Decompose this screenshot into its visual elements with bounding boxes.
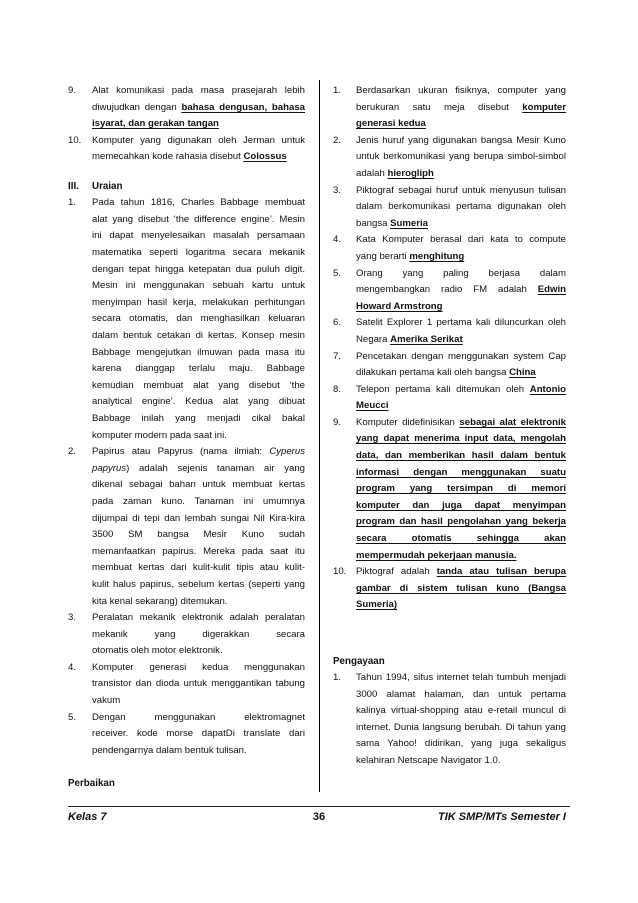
- text-line: [92, 627, 305, 644]
- text-line: [356, 282, 566, 299]
- text-segment: ) adalah sejenis tanaman air yang: [126, 462, 305, 474]
- answer-text: sebagai alat elektronik: [459, 416, 566, 428]
- answer-text: hierogliph: [387, 167, 434, 179]
- text-segment: matematika seperti logaritma secara mekanik: [92, 247, 305, 259]
- text-line: [92, 245, 305, 262]
- list-item: [333, 133, 566, 183]
- text-line: [92, 660, 305, 677]
- text-segment: menyimpan hasil kerja, melakukan perhitungan: [92, 296, 305, 308]
- section-heading-pengayaan: Pengayaan: [333, 655, 385, 667]
- answer-text: Meucci: [356, 400, 389, 412]
- answer-text: yang dapat menerima input data, mengolah: [356, 433, 566, 445]
- text-line: [356, 315, 566, 332]
- list-item: [68, 710, 305, 760]
- text-line: [92, 228, 305, 245]
- text-line: [356, 670, 566, 687]
- text-line: [92, 295, 305, 312]
- text-line: [356, 365, 566, 382]
- right-column: [333, 83, 566, 770]
- text-segment: adalah: [356, 167, 388, 179]
- list-item: [333, 183, 566, 233]
- text-line: [356, 232, 566, 249]
- answer-text: Sumeria): [356, 599, 398, 611]
- list-item: [333, 266, 566, 316]
- text-line: [356, 166, 566, 183]
- text-segment: dalam bentuk cetakan di kertas. Konsep mesin: [92, 330, 305, 341]
- answer-text: program yang tersimpan di memori: [356, 483, 566, 495]
- item-text: [92, 195, 305, 444]
- text-line: [92, 743, 305, 760]
- text-line: [356, 382, 566, 399]
- text-line: [92, 577, 305, 594]
- item-number: 3.: [333, 184, 342, 196]
- list-item: [68, 444, 305, 610]
- text-segment: Babbage mengejutkan ilmuwan pada masa itu: [92, 346, 305, 358]
- text-line: [92, 560, 305, 577]
- text-line: [92, 544, 305, 561]
- text-line: [356, 349, 566, 366]
- list-item: [333, 349, 566, 382]
- item-text: [356, 133, 566, 183]
- text-segment: kelahiran Netscape Navigator 1.0.: [356, 755, 501, 767]
- text-segment: Negara: [356, 333, 391, 345]
- text-segment: kulit halus papirus, sebelum kertas (seperti yang: [92, 578, 305, 590]
- text-segment: yang berarti: [356, 250, 410, 262]
- item-number: 5.: [333, 267, 342, 279]
- text-line: [356, 753, 566, 770]
- text-line: [356, 564, 566, 581]
- item-number: 4.: [333, 234, 342, 246]
- text-segment: Peralatan mekanik elektronik adalah peralatan: [92, 612, 305, 624]
- text-line: [356, 431, 566, 448]
- item-number: 2.: [68, 446, 77, 458]
- list-item: [333, 315, 566, 348]
- text-line: [356, 299, 566, 316]
- section-number: III.: [68, 180, 79, 192]
- text-segment: membuat kertas dari kulit-kulit tipis atau kulit-: [92, 562, 305, 574]
- text-line: [356, 332, 566, 349]
- item-text: [92, 710, 305, 760]
- item-text: [356, 670, 566, 770]
- text-line: [356, 199, 566, 216]
- footer-class-label: Kelas 7: [68, 811, 107, 823]
- answer-text: komputer dan juga dapat menyimpan: [356, 499, 566, 511]
- answer-text: mempermudah pekerjaan manusia.: [356, 549, 517, 561]
- item-number: 9.: [68, 85, 77, 96]
- footer-rule: [68, 806, 570, 807]
- text-segment: Babbage inilah yang menjadi cikal bakal: [92, 412, 305, 424]
- item-text: [356, 266, 566, 316]
- short-answer-list: [333, 83, 566, 614]
- answer-text: Antonio: [529, 383, 566, 395]
- text-line: [92, 195, 305, 212]
- answer-text: program dan hasil pengolahan yang bekerja: [356, 516, 566, 528]
- text-line: [92, 610, 305, 627]
- text-line: [356, 266, 566, 283]
- text-segment: Papirus atau Papyrus (nama ilmiah:: [92, 446, 270, 458]
- item-number: 9.: [333, 416, 342, 428]
- text-segment: analytical engine’. Kedua alat yang dibuat: [92, 396, 305, 408]
- text-segment: Piktograf adalah: [356, 566, 437, 578]
- section-heading-perbaikan: Perbaikan: [68, 778, 115, 790]
- text-line: [92, 328, 305, 345]
- text-segment: untuk berkomunikasi yang berupa simbol-simbol: [356, 151, 566, 163]
- answer-text: data, dan memberikan hasil dalam bentuk: [356, 450, 566, 462]
- item-number: 3.: [68, 612, 77, 624]
- text-line: [356, 703, 566, 720]
- text-line: [92, 411, 305, 428]
- text-segment: 3500 SM bangsa Mesir Kuno sudah: [92, 529, 305, 541]
- text-segment: kalinya virtual-shopping atau e-retail muncul di: [356, 705, 566, 717]
- text-line: [356, 581, 566, 598]
- answer-text: gambar di sistem tulisan kuno (Bangsa: [356, 582, 566, 594]
- text-segment: bangsa: [356, 217, 391, 229]
- text-line: [356, 531, 566, 548]
- text-segment: dijumpai di tepi dan lembah sungai Nil Kira-kira: [92, 512, 305, 524]
- text-line: [92, 726, 305, 743]
- text-line: [356, 736, 566, 753]
- text-segment: pendengarnya dalam bentuk tulisan.: [92, 744, 247, 756]
- text-line: [92, 643, 305, 660]
- text-line: [92, 477, 305, 494]
- text-segment: Tahun 1994, situs internet telah tumbuh menjadi: [356, 672, 566, 684]
- text-line: [92, 116, 305, 133]
- italic-text: papyrus: [92, 462, 127, 474]
- section-heading-uraian: [68, 179, 305, 196]
- item-number: 1.: [333, 85, 342, 96]
- text-line: [356, 415, 566, 432]
- text-segment: Berdasarkan ukuran fisiknya, computer yang: [356, 85, 566, 96]
- enrichment-list: [333, 670, 566, 770]
- left-column: [68, 83, 305, 793]
- essay-answer-list: [68, 195, 305, 759]
- text-segment: dikenal sebagai bahan untuk membuat kertas: [92, 479, 305, 491]
- footer-subject-label: TIK SMP/MTs Semester I: [438, 811, 566, 823]
- page-number: 36: [312, 811, 326, 823]
- text-line: [356, 448, 566, 465]
- text-segment: mengembangkan radio FM adalah: [356, 284, 538, 296]
- answer-text: Amerika Serikat: [390, 333, 463, 345]
- item-text: [356, 382, 566, 415]
- text-segment: Pencetakan dengan menggunakan system Cap: [356, 350, 566, 362]
- text-line: [92, 693, 305, 710]
- item-text: [356, 564, 566, 614]
- answer-text: tanda atau tulisan berupa: [436, 566, 566, 578]
- item-text: [356, 415, 566, 564]
- answer-text: Colossus: [243, 151, 287, 163]
- answer-text: Edwin: [537, 284, 566, 296]
- list-item: [68, 660, 305, 710]
- answer-text: generasi kedua: [356, 118, 426, 130]
- text-line: [92, 710, 305, 727]
- text-segment: Satelit Explorer 1 pertama kali diluncurkan oleh: [356, 317, 566, 329]
- text-line: [92, 100, 305, 117]
- answer-list-continued: [68, 83, 305, 166]
- text-segment: Piktograf sebagai huruf untuk menyusun tulisan: [356, 184, 566, 196]
- answer-text: komputer: [522, 101, 566, 113]
- text-segment: dalam berkomunikasi pertama digunakan oleh: [356, 201, 566, 213]
- text-segment: Komputer generasi kedua menggunakan: [92, 661, 305, 673]
- text-line: [92, 262, 305, 279]
- text-segment: transistor dan dioda untuk menggantikan tabung: [92, 678, 305, 690]
- item-text: [92, 610, 305, 660]
- text-line: [356, 514, 566, 531]
- list-item: [68, 610, 305, 660]
- list-item: [68, 195, 305, 444]
- answer-text: bahasa dengusan, bahasa: [181, 101, 305, 113]
- text-line: [92, 594, 305, 611]
- list-item: [333, 670, 566, 770]
- text-line: [356, 687, 566, 704]
- item-number: 1.: [333, 672, 342, 684]
- answer-text: Sumeria: [390, 217, 429, 229]
- text-line: [92, 345, 305, 362]
- list-item: [68, 133, 305, 166]
- section-title: Uraian: [92, 180, 123, 192]
- text-line: [356, 249, 566, 266]
- answer-text: China: [509, 367, 536, 379]
- item-text: [356, 83, 566, 133]
- text-segment: kita kenal sekarang) ditemukan.: [92, 595, 228, 607]
- text-segment: secara otomatis, dan menghasilkan keluaran: [92, 313, 305, 325]
- text-segment: vakum: [92, 695, 121, 707]
- text-line: [356, 116, 566, 133]
- text-line: [356, 83, 566, 100]
- list-item: [333, 415, 566, 564]
- text-segment: alat yang disebut ‘the difference engine’. Mesin: [92, 213, 305, 225]
- text-line: [92, 212, 305, 229]
- text-line: [356, 149, 566, 166]
- text-line: [356, 498, 566, 515]
- italic-text: Cyperus: [269, 446, 305, 458]
- answer-text: secara otomatis sehingga akan: [356, 533, 566, 545]
- item-number: 5.: [68, 711, 77, 723]
- item-text: [356, 315, 566, 348]
- text-segment: dengan tepat hingga ketepatan dua puluh digit.: [92, 263, 305, 275]
- text-line: [92, 428, 305, 445]
- text-line: [92, 676, 305, 693]
- text-segment: receiver. kode morse dapatDi translate dari: [92, 728, 305, 740]
- text-line: [356, 133, 566, 150]
- text-segment: berukuran satu meja disebut: [356, 101, 523, 113]
- text-line: [92, 444, 305, 461]
- text-segment: Komputer didefinisikan: [356, 416, 460, 428]
- item-text: [356, 349, 566, 382]
- item-number: 4.: [68, 661, 77, 673]
- item-number: 6.: [333, 317, 342, 329]
- column-divider: [319, 80, 320, 792]
- list-item: [333, 382, 566, 415]
- answer-text: informasi dengan menggunakan suatu: [356, 466, 566, 478]
- text-segment: Dengan menggunakan elektromagnet: [92, 711, 305, 723]
- text-line: [92, 394, 305, 411]
- answer-text: Howard Armstrong: [356, 300, 443, 312]
- text-segment: dilakukan pertama kali oleh bangsa: [356, 367, 510, 379]
- text-segment: memanfaatkan papirus. Mereka pada saat itu: [92, 545, 305, 557]
- text-line: [356, 216, 566, 233]
- text-segment: Telepon pertama kali ditemukan oleh: [356, 383, 530, 395]
- text-segment: Alat komunikasi pada masa prasejarah lebih: [92, 85, 305, 96]
- text-segment: Jenis huruf yang digunakan bangsa Mesir Kuno: [356, 134, 566, 146]
- text-segment: Komputer yang digunakan oleh Jerman untuk: [92, 134, 305, 146]
- text-line: [92, 149, 305, 166]
- text-line: [356, 465, 566, 482]
- item-number: 10.: [333, 566, 347, 578]
- text-segment: diwujudkan dengan: [92, 101, 182, 113]
- text-line: [92, 133, 305, 150]
- item-number: 10.: [68, 134, 82, 146]
- text-line: [356, 597, 566, 614]
- text-segment: sama Yahoo! didirikan, yang juga sekaligus: [356, 738, 566, 750]
- text-line: [356, 100, 566, 117]
- text-line: [356, 183, 566, 200]
- text-segment: Orang yang paling berjasa dalam: [356, 267, 566, 279]
- text-segment: karena dianggap terlalu maju. Babbage: [92, 363, 305, 375]
- list-item: [333, 232, 566, 265]
- text-segment: memecahkan kode rahasia disebut: [92, 151, 244, 163]
- text-segment: mekanik yang digerakkan secara: [92, 628, 305, 640]
- text-line: [356, 481, 566, 498]
- text-line: [92, 527, 305, 544]
- text-segment: komputer modern pada saat ini.: [92, 429, 227, 441]
- item-text: [92, 444, 305, 610]
- item-number: 7.: [333, 350, 342, 362]
- text-segment: internet. Dunia langsung berubah. Di tahun yang: [356, 721, 566, 733]
- list-item: [333, 83, 566, 133]
- text-line: [92, 511, 305, 528]
- item-number: 8.: [333, 383, 342, 395]
- answer-text: isyarat, dan gerakan tangan: [92, 118, 219, 130]
- text-line: [92, 83, 305, 100]
- text-segment: ini dapat menyelesaikan masalah persamaan: [92, 230, 305, 242]
- text-line: [92, 278, 305, 295]
- text-line: [92, 311, 305, 328]
- list-item: [68, 83, 305, 133]
- text-segment: Mesin ini menggunakan sebuah kartu untuk: [92, 280, 305, 292]
- item-text: [356, 183, 566, 233]
- item-text: [92, 133, 305, 166]
- text-line: [356, 548, 566, 565]
- list-item: [333, 564, 566, 614]
- text-line: [92, 378, 305, 395]
- text-line: [92, 361, 305, 378]
- text-line: [92, 494, 305, 511]
- answer-text: menghitung: [409, 250, 465, 262]
- text-line: [92, 461, 305, 478]
- item-text: [356, 232, 566, 265]
- text-line: [356, 398, 566, 415]
- text-segment: Pada tahun 1816, Charles Babbage membuat: [92, 197, 305, 209]
- text-segment: otomatis oleh motor elektronik.: [92, 645, 223, 657]
- text-segment: 3000 alamat halaman, dan untuk pertama: [356, 688, 566, 700]
- item-number: 2.: [333, 134, 342, 146]
- text-segment: Kata Komputer berasal dari kata to compute: [356, 234, 566, 246]
- text-segment: kemudian membuat alat yang disebut ‘the: [92, 379, 305, 391]
- text-line: [356, 720, 566, 737]
- item-number: 1.: [68, 197, 77, 209]
- item-text: [92, 660, 305, 710]
- text-segment: pada zaman kuno. Tanaman ini umumnya: [92, 495, 305, 507]
- item-text: [92, 83, 305, 133]
